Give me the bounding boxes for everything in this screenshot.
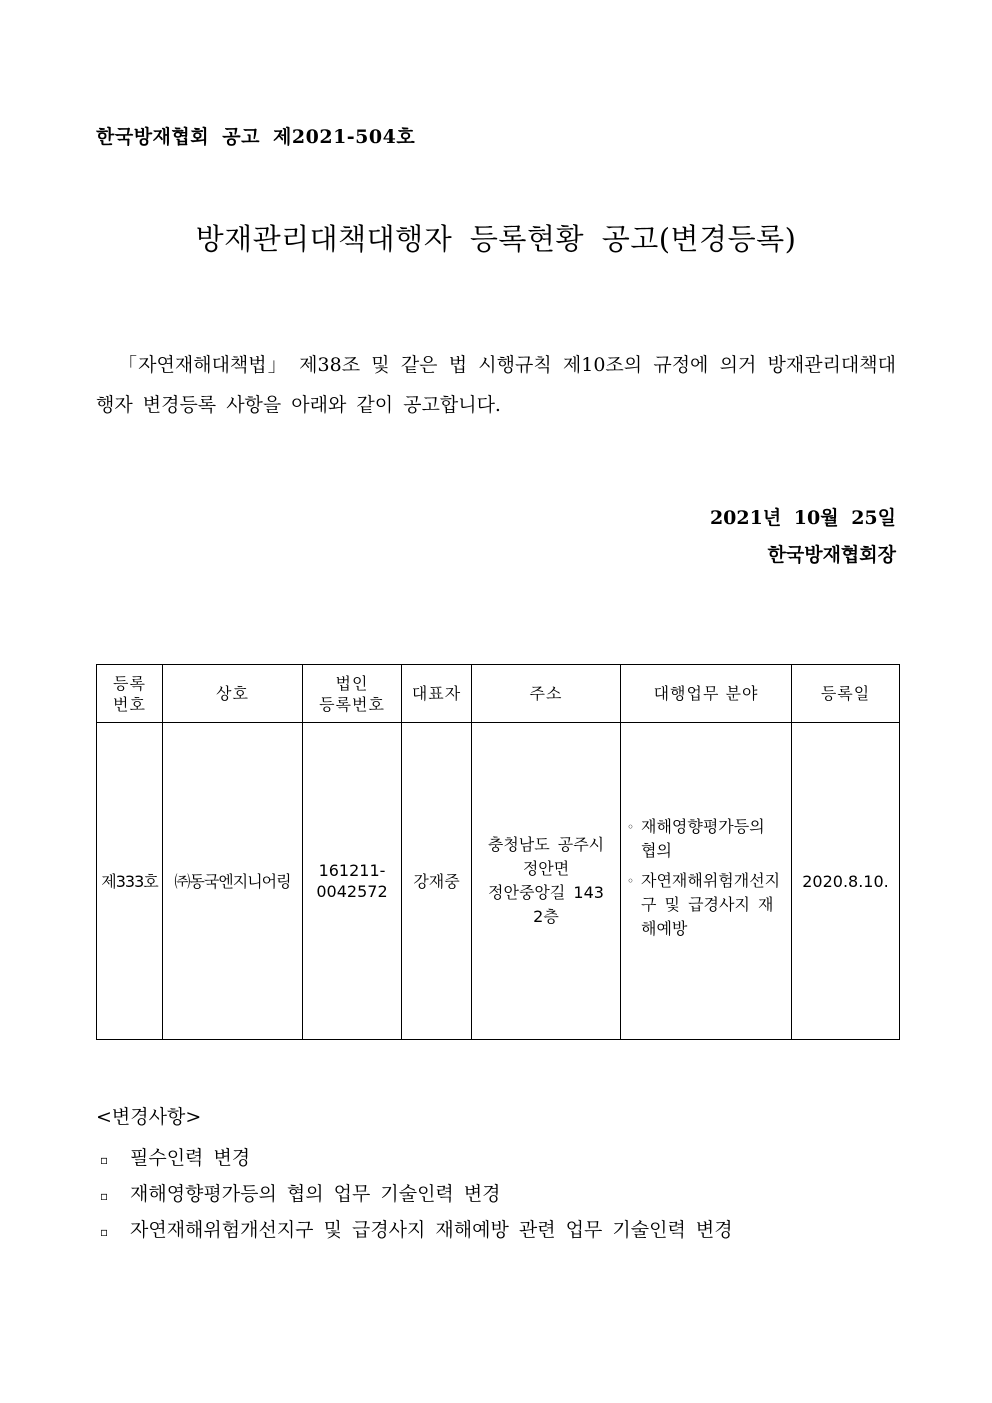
address-value: 충청남도 공주시 정안면 정안중앙길 143 2층 <box>487 835 605 926</box>
cell-address <box>472 723 621 1040</box>
header-corp-no-label: 법인 등록번호 <box>319 673 385 714</box>
square-bullet-icon: ▫ <box>100 1225 109 1239</box>
header-reg-date <box>792 665 900 723</box>
header-company <box>163 665 303 723</box>
header-company-label: 상호 <box>216 684 249 703</box>
list-item <box>627 815 787 863</box>
cell-fields <box>621 723 792 1040</box>
corp-no-value: 161211- 0042572 <box>316 861 388 901</box>
changes-heading: <변경사항> <box>96 1106 202 1128</box>
header-reg-no <box>97 665 163 723</box>
list-item <box>627 869 787 941</box>
list-item <box>96 1212 733 1248</box>
header-reg-no-label: 등록 번호 <box>113 673 146 714</box>
change-item-text: 자연재해위험개선지구 및 급경사지 재해예방 관련 업무 기술인력 변경 <box>130 1219 733 1241</box>
company-value: ㈜동국엔지니어링 <box>174 871 291 891</box>
notice-date: 2021년 10월 25일 <box>709 507 896 529</box>
registration-table <box>96 664 900 1040</box>
table-header-row <box>97 665 900 723</box>
body-paragraph: 「자연재해대책법」 제38조 및 같은 법 시행규칙 제10조의 규정에 의거 방재관리대책대행자 변경등록 사항을 아래와 같이 공고합니다. <box>96 354 896 416</box>
change-item-text: 재해영향평가등의 협의 업무 기술인력 변경 <box>130 1183 501 1205</box>
fields-list <box>627 815 787 941</box>
header-fields <box>621 665 792 723</box>
list-item <box>96 1140 733 1176</box>
header-fields-label: 대행업무 분야 <box>653 684 759 703</box>
reg-date-value: 2020.8.10. <box>802 871 889 891</box>
header-address-label: 주소 <box>529 684 563 703</box>
header-representative <box>402 665 472 723</box>
square-bullet-icon: ▫ <box>100 1189 109 1203</box>
table-row <box>97 723 900 1040</box>
header-address <box>472 665 621 723</box>
issuing-organization: 한국방재협회장 <box>767 544 896 566</box>
header-reg-date-label: 등록일 <box>820 684 871 703</box>
cell-representative <box>402 723 472 1040</box>
square-bullet-icon: ▫ <box>100 1153 109 1167</box>
representative-value: 강재중 <box>413 871 460 891</box>
change-item-text: 필수인력 변경 <box>130 1147 251 1169</box>
cell-reg-no <box>97 723 163 1040</box>
notice-number: 한국방재협회 공고 제2021-504호 <box>96 126 416 148</box>
bullet-icon: ◦ <box>627 820 635 834</box>
reg-no-value: 제333호 <box>101 871 158 891</box>
changes-list <box>96 1140 733 1248</box>
bullet-icon: ◦ <box>627 874 635 888</box>
header-representative-label: 대표자 <box>411 684 462 703</box>
header-corp-no <box>303 665 402 723</box>
document-title: 방재관리대책대행자 등록현황 공고(변경등록) <box>195 222 797 256</box>
cell-company <box>163 723 303 1040</box>
field-item-text: 자연재해위험개선지구 및 급경사지 재해예방 <box>641 871 781 938</box>
cell-corp-no <box>303 723 402 1040</box>
cell-reg-date <box>792 723 900 1040</box>
field-item-text: 재해영향평가등의 협의 <box>641 817 765 860</box>
list-item <box>96 1176 733 1212</box>
